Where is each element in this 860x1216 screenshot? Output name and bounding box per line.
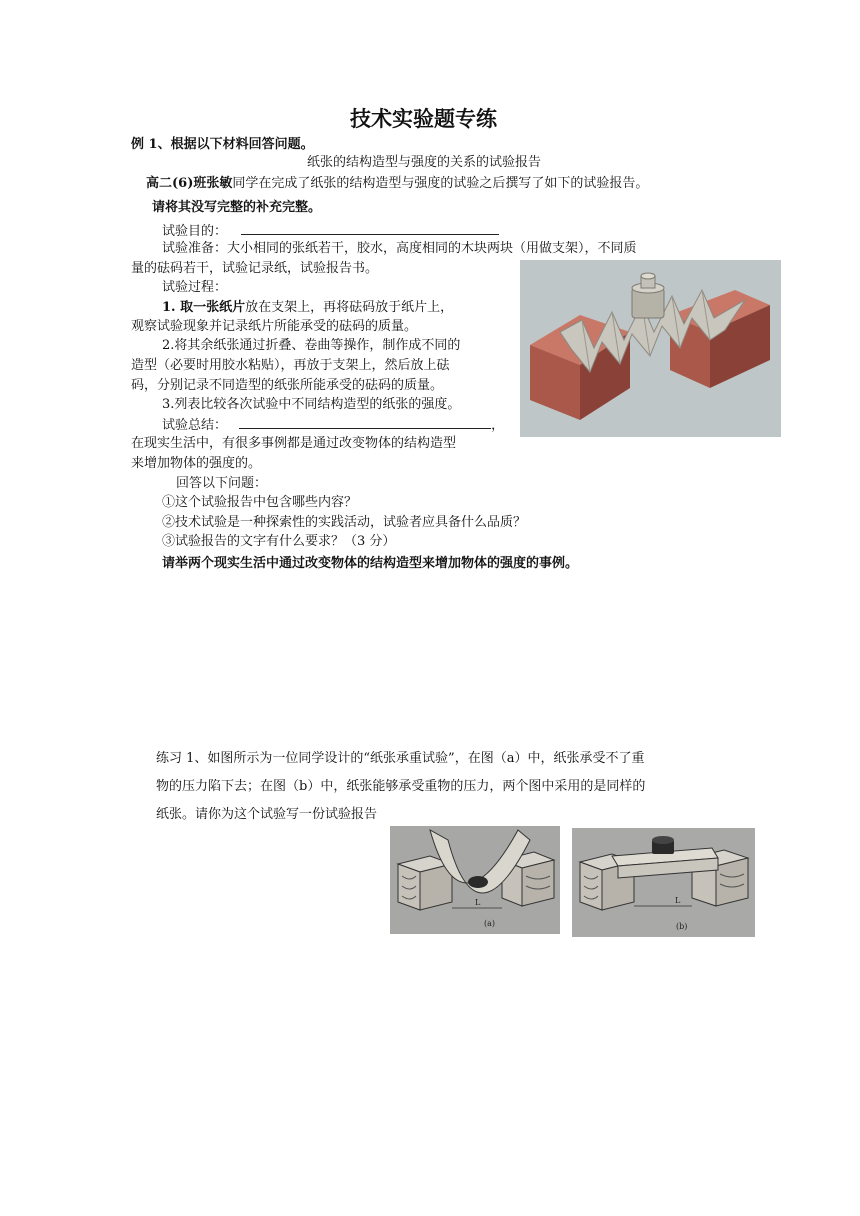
step-1-rest: 放在支架上，再将砝码放于纸片上， bbox=[245, 300, 454, 315]
question-1: ①这个试验报告中包含哪些内容？ bbox=[162, 495, 358, 510]
intro-paragraph bbox=[146, 175, 648, 193]
exercise-line-1: 练习 1、如图所示为一位同学设计的“纸张承重试验”，在图（a）中，纸张承受不了重 bbox=[156, 751, 645, 766]
purpose-line bbox=[162, 221, 499, 241]
step-3: 3.列表比较各次试验中不同结构造型的纸张的强度。 bbox=[162, 397, 461, 412]
span-label-b: L bbox=[675, 896, 681, 905]
example-heading: 例 1、根据以下材料回答问题。 bbox=[131, 137, 314, 152]
figure-b-label: (b) bbox=[676, 922, 688, 931]
purpose-label: 试验目的： bbox=[162, 224, 228, 239]
figure-a-sagging-paper bbox=[390, 826, 560, 934]
step-1-line-2: 观察试验现象并记录纸片所能承受的砝码的质量。 bbox=[131, 319, 418, 334]
summary-label: 试验总结： bbox=[162, 418, 228, 433]
prep-line-2: 量的砝码若干，试验记录纸，试验报告书。 bbox=[131, 261, 379, 276]
step-1-bold: 1. 取一张纸片 bbox=[162, 300, 246, 315]
summary-line-1 bbox=[162, 415, 504, 435]
question-3: ③试验报告的文字有什么要求？（3 分） bbox=[162, 534, 396, 549]
step-2-line-2: 造型（必要时用胶水粘贴），再放于支架上，然后放上砝 bbox=[131, 358, 450, 373]
answer-prompt: 回答以下问题： bbox=[176, 476, 268, 491]
question-4: 请举两个现实生活中通过改变物体的结构造型来增加物体的强度的事例。 bbox=[162, 556, 579, 571]
instruction-text: 请将其没写完整的补充完整。 bbox=[152, 200, 322, 215]
intro-text: 同学在完成了纸张的结构造型与强度的试验之后撰写了如下的试验报告。 bbox=[232, 176, 649, 191]
report-title: 纸张的结构造型与强度的关系的试验报告 bbox=[307, 155, 542, 170]
figure-a-label: (a) bbox=[484, 919, 496, 928]
summary-line-3: 来增加物体的强度的。 bbox=[131, 456, 262, 471]
summary-comma: ， bbox=[491, 418, 505, 433]
step-2-line-1: 2.将其余纸张通过折叠、卷曲等操作，制作成不同的 bbox=[162, 338, 461, 353]
exercise-line-3: 纸张。请你为这个试验写一份试验报告 bbox=[156, 807, 378, 822]
question-2: ②技术试验是一种探索性的实践活动，试验者应具备什么品质？ bbox=[162, 515, 527, 530]
summary-line-2: 在现实生活中，有很多事例都是通过改变物体的结构造型 bbox=[131, 436, 457, 451]
page-title: 技术实验题专练 bbox=[350, 107, 497, 131]
figure-b-supported-paper bbox=[572, 828, 755, 937]
exercise-line-2: 物的压力陷下去；在图（b）中，纸张能够承受重物的压力，两个图中采用的是同样的 bbox=[156, 779, 646, 794]
summary-blank bbox=[239, 415, 491, 429]
intro-class-name: 高二(6)班张敏 bbox=[146, 176, 233, 191]
step-1-line-1 bbox=[162, 299, 453, 317]
span-label-a: L bbox=[475, 898, 481, 907]
prep-line-1: 试验准备：大小相同的张纸若干，胶水，高度相同的木块两块（用做支架），不同质 bbox=[162, 241, 637, 256]
folded-paper-experiment-photo bbox=[520, 260, 781, 437]
purpose-blank bbox=[241, 221, 499, 235]
process-label: 试验过程： bbox=[162, 280, 228, 295]
step-2-line-3: 码，分别记录不同造型的纸张所能承受的砝码的质量。 bbox=[131, 378, 444, 393]
